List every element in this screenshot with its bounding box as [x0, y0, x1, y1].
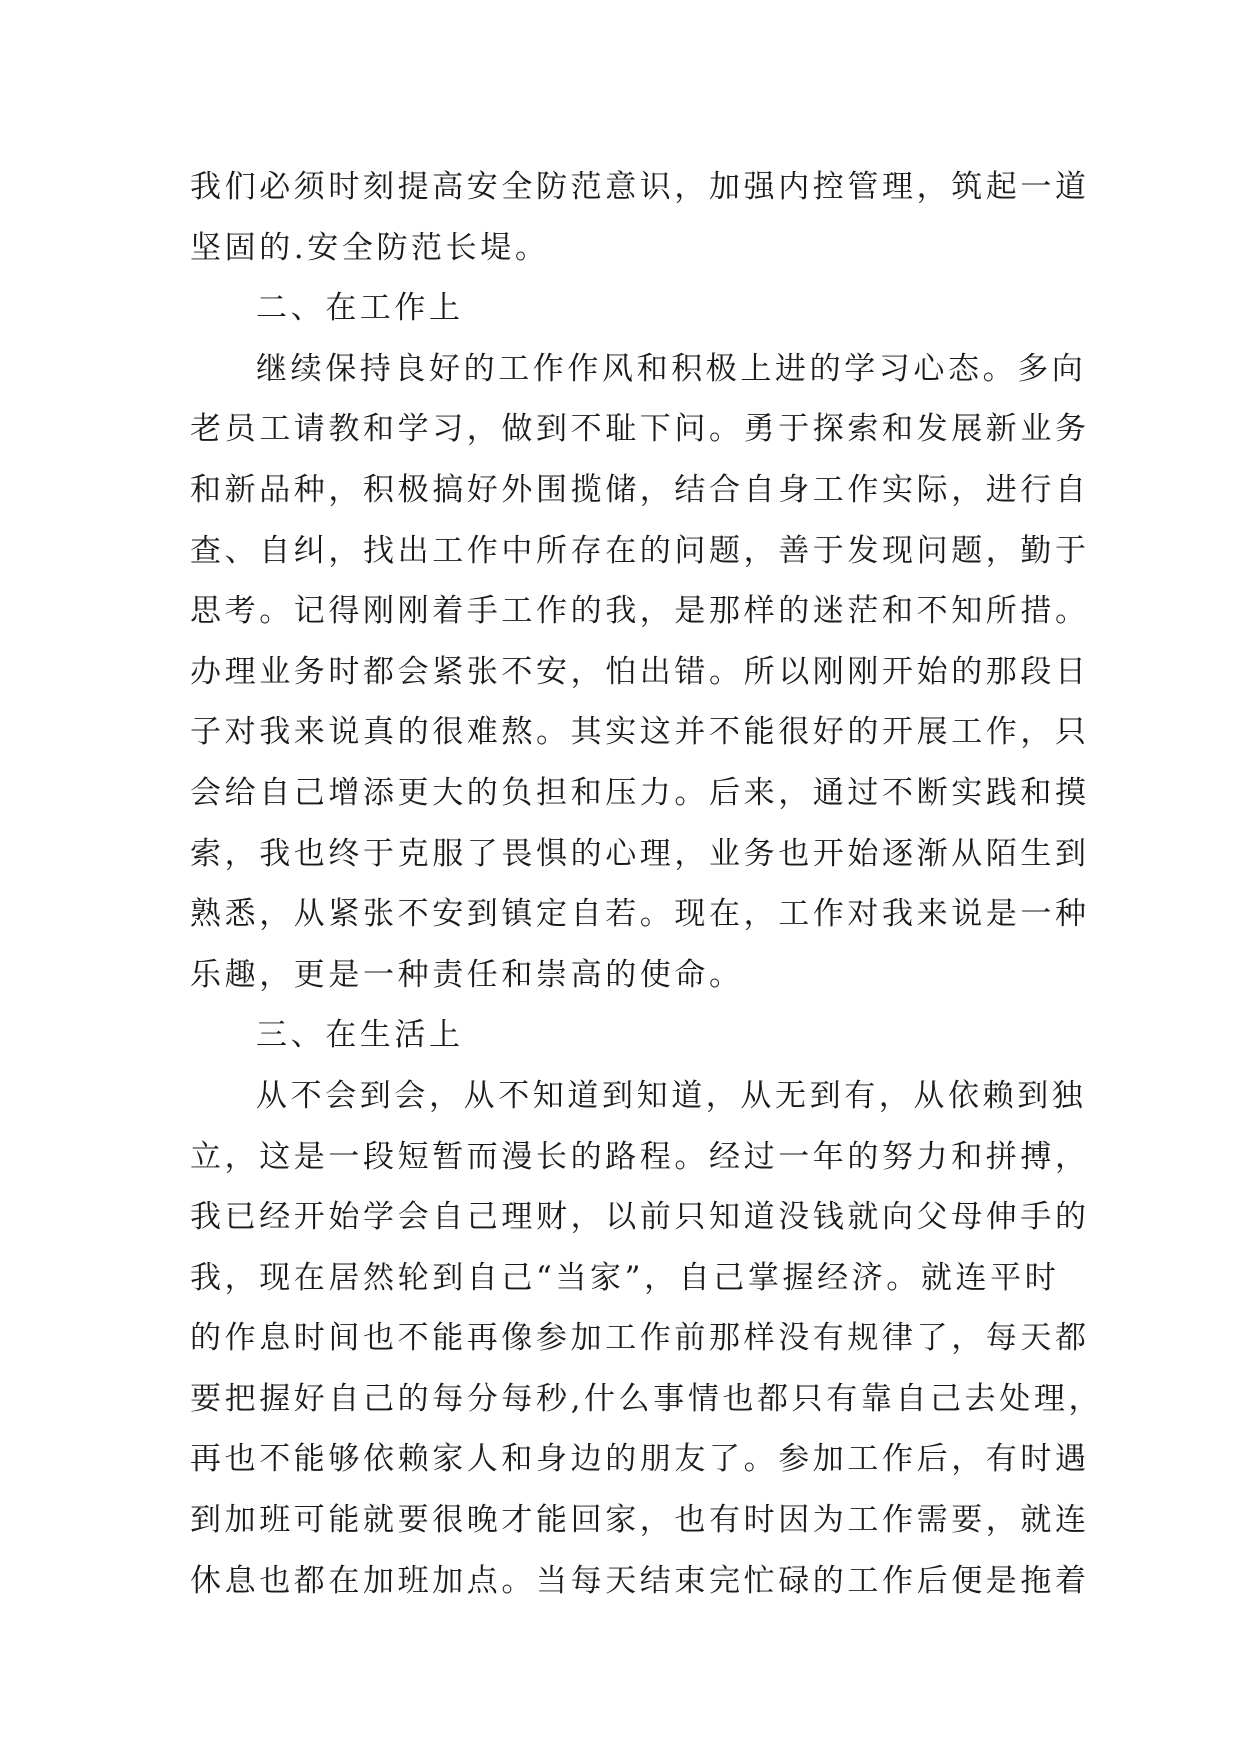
text-line: 继续保持良好的工作作风和积极上进的学习心态。多向 [256, 350, 1087, 387]
text-line: 从不会到会，从不知道到知道，从无到有，从依赖到独 [256, 1077, 1087, 1114]
text-line: 索，我也终于克服了畏惧的心理，业务也开始逐渐从陌生到 [190, 835, 1090, 872]
text-line: 我已经开始学会自己理财，以前只知道没钱就向父母伸手的 [190, 1199, 1090, 1236]
text-line: 会给自己增添更大的负担和压力。后来，通过不断实践和摸 [190, 774, 1090, 811]
text-line: 和新品种，积极搞好外围揽储，结合自身工作实际，进行自 [190, 471, 1090, 508]
section-heading: 三、在生活上 [256, 1017, 464, 1054]
text-line: 办理业务时都会紧张不安，怕出错。所以刚刚开始的那段日 [190, 653, 1090, 690]
text-line: 休息也都在加班加点。当每天结束完忙碌的工作后便是拖着 [190, 1562, 1090, 1599]
text-line: 查、自纠，找出工作中所存在的问题，善于发现问题，勤于 [190, 532, 1090, 569]
text-line: 我们必须时刻提高安全防范意识，加强内控管理，筑起一道 [190, 169, 1090, 205]
text-line: 立，这是一段短暂而漫长的路程。经过一年的努力和拼搏， [190, 1138, 1090, 1175]
text-line: 要把握好自己的每分每秒,什么事情也都只有靠自己去处理， [190, 1380, 1104, 1417]
text-line: 的作息时间也不能再像参加工作前那样没有规律了，每天都 [190, 1320, 1090, 1357]
text-line: 乐趣，更是一种责任和崇高的使命。 [190, 956, 744, 993]
text-line: 熟悉，从紧张不安到镇定自若。现在，工作对我来说是一种 [190, 896, 1090, 933]
text-line: 再也不能够依赖家人和身边的朋友了。参加工作后，有时遇 [190, 1441, 1090, 1478]
text-line: 我，现在居然轮到自己“当家”，自己掌握经济。就连平时 [190, 1259, 1060, 1296]
text-line: 坚固的.安全防范长堤。 [190, 229, 550, 266]
text-line: 到加班可能就要很晚才能回家，也有时因为工作需要，就连 [190, 1502, 1090, 1539]
text-line: 思考。记得刚刚着手工作的我，是那样的迷茫和不知所措。 [190, 593, 1090, 630]
document-body [190, 157, 1104, 1611]
text-line: 子对我来说真的很难熬。其实这并不能很好的开展工作，只 [190, 714, 1090, 751]
section-heading: 二、在工作上 [256, 290, 464, 327]
text-line: 老员工请教和学习，做到不耻下问。勇于探索和发展新业务 [190, 411, 1090, 448]
